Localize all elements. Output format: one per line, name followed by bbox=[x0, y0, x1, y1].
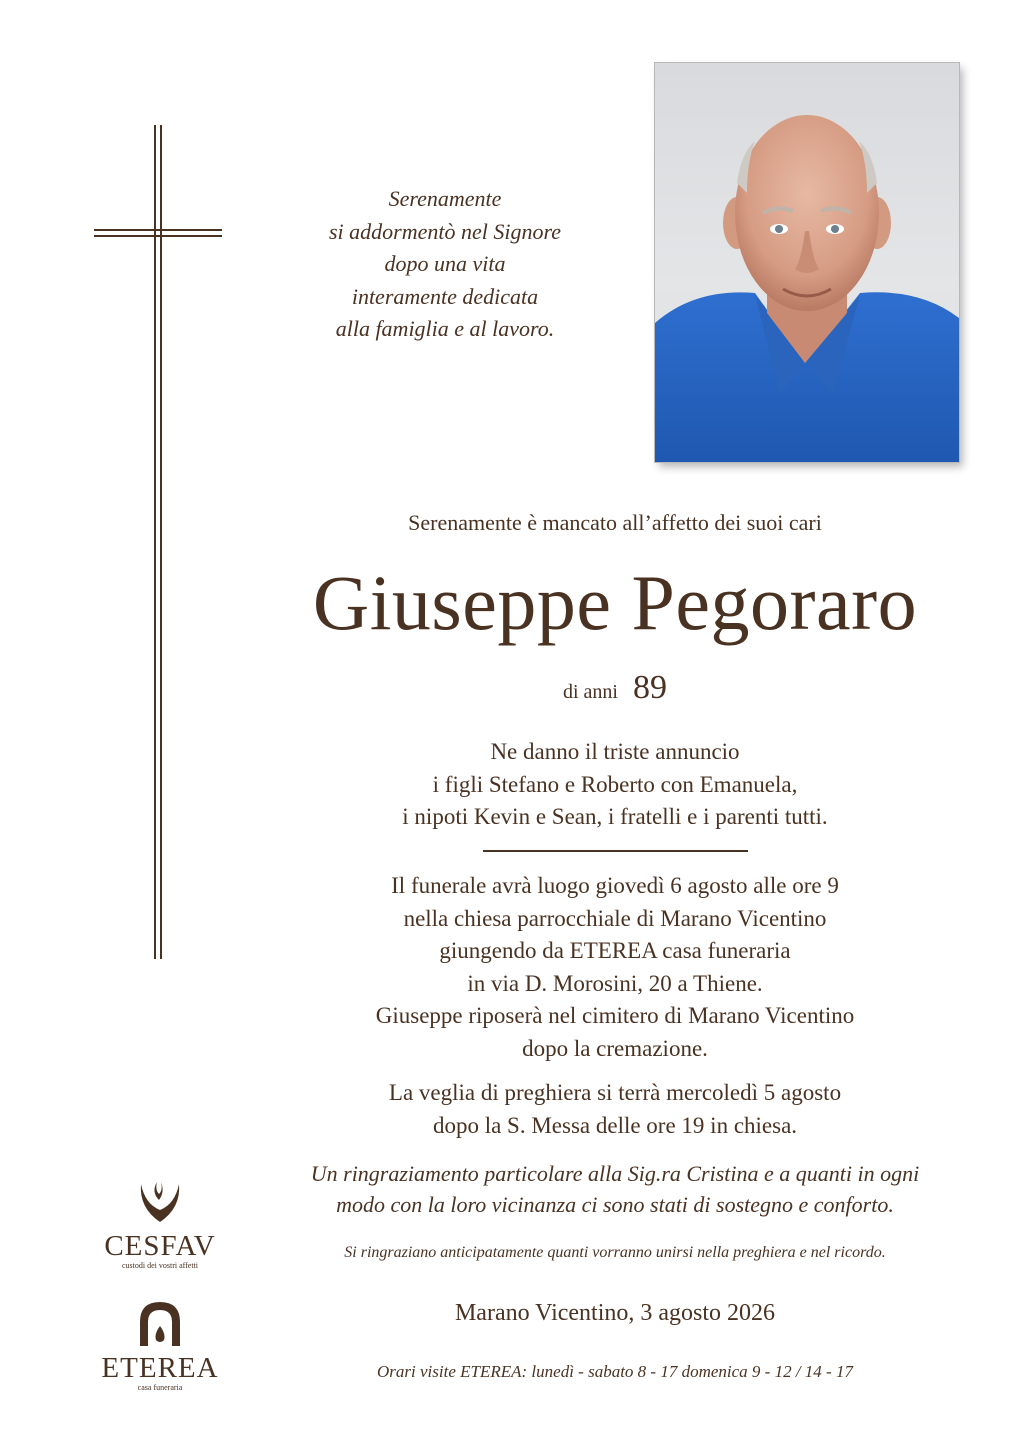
vigil-details bbox=[280, 1077, 950, 1142]
poem-line: alla famiglia e al lavoro. bbox=[335, 316, 555, 341]
eterea-name: ETEREA bbox=[101, 1352, 219, 1384]
announcement-line: Ne danno il triste annuncio bbox=[490, 739, 740, 764]
poem-line: interamente dedicata bbox=[351, 283, 539, 309]
funeral-line: Il funerale avrà luogo giovedì 6 agosto alle ore 9 bbox=[391, 873, 839, 898]
deceased-age bbox=[480, 668, 750, 712]
cross-vertical-line bbox=[154, 125, 156, 959]
funeral-line: in via D. Morosini, 20 a Thiene. bbox=[467, 970, 763, 996]
funeral-line: nella chiesa parrocchiale di Marano Vicentino bbox=[403, 905, 827, 931]
intro-text: Serenamente è mancato all’affetto dei suoi cari bbox=[408, 510, 822, 535]
advance-thanks-text: Si ringraziano anticipatamente quanti vorranno unirsi nella preghiera e nel ricordo. bbox=[344, 1244, 886, 1261]
cross-horizontal-line bbox=[94, 229, 222, 231]
vigil-line: dopo la S. Messa delle ore 19 in chiesa. bbox=[432, 1112, 798, 1138]
deceased-portrait-photo bbox=[655, 63, 959, 462]
announcement-line: i nipoti Kevin e Sean, i fratelli e i parenti tutti. bbox=[402, 804, 828, 829]
deceased-name: Giuseppe Pegoraro bbox=[312, 559, 918, 646]
funeral-line: giungendo da ETEREA casa funeraria bbox=[439, 938, 791, 963]
cesfav-flame-icon bbox=[135, 1178, 185, 1226]
section-divider bbox=[483, 850, 748, 852]
age-value: 89 bbox=[633, 669, 667, 706]
announcement-text bbox=[300, 736, 930, 834]
poem-line: si addormentò nel Signore bbox=[329, 218, 561, 244]
eterea-arch-icon bbox=[136, 1300, 184, 1348]
age-label: di anni bbox=[563, 681, 618, 703]
poem-line: dopo una vita bbox=[384, 251, 506, 276]
vigil-line: La veglia di preghiera si terrà mercoledì 5 agosto bbox=[388, 1080, 842, 1105]
portrait-illustration bbox=[655, 63, 959, 462]
poem-verse bbox=[280, 183, 610, 346]
announcement-line: i figli Stefano e Roberto con Emanuela, bbox=[432, 771, 798, 797]
poem-line: Serenamente bbox=[388, 186, 502, 211]
eterea-logo bbox=[85, 1300, 235, 1393]
funeral-details bbox=[280, 870, 950, 1065]
thanks-text bbox=[262, 1158, 968, 1220]
cross-vertical-line bbox=[160, 125, 162, 959]
funeral-line: Giuseppe riposerà nel cimitero di Marano Vicentino bbox=[375, 1003, 855, 1028]
place-date: Marano Vicentino, 3 agosto 2026 bbox=[454, 1300, 776, 1326]
cesfav-name: CESFAV bbox=[104, 1230, 216, 1262]
cross-horizontal-line bbox=[94, 235, 222, 237]
cesfav-logo bbox=[90, 1178, 230, 1271]
visiting-hours: Orari visite ETEREA: lunedì - sabato 8 - 17 domenica 9 - 12 / 14 - 17 bbox=[377, 1362, 853, 1381]
thanks-line: Un ringraziamento particolare alla Sig.ra Cristina e a quanti in ogni bbox=[310, 1161, 920, 1186]
cesfav-tagline: custodi dei vostri affetti bbox=[121, 1261, 199, 1270]
eterea-tagline: casa funeraria bbox=[137, 1383, 183, 1392]
thanks-line: modo con la loro vicinanza ci sono stati di sostegno e conforto. bbox=[336, 1192, 894, 1217]
funeral-line: dopo la cremazione. bbox=[522, 1035, 708, 1061]
